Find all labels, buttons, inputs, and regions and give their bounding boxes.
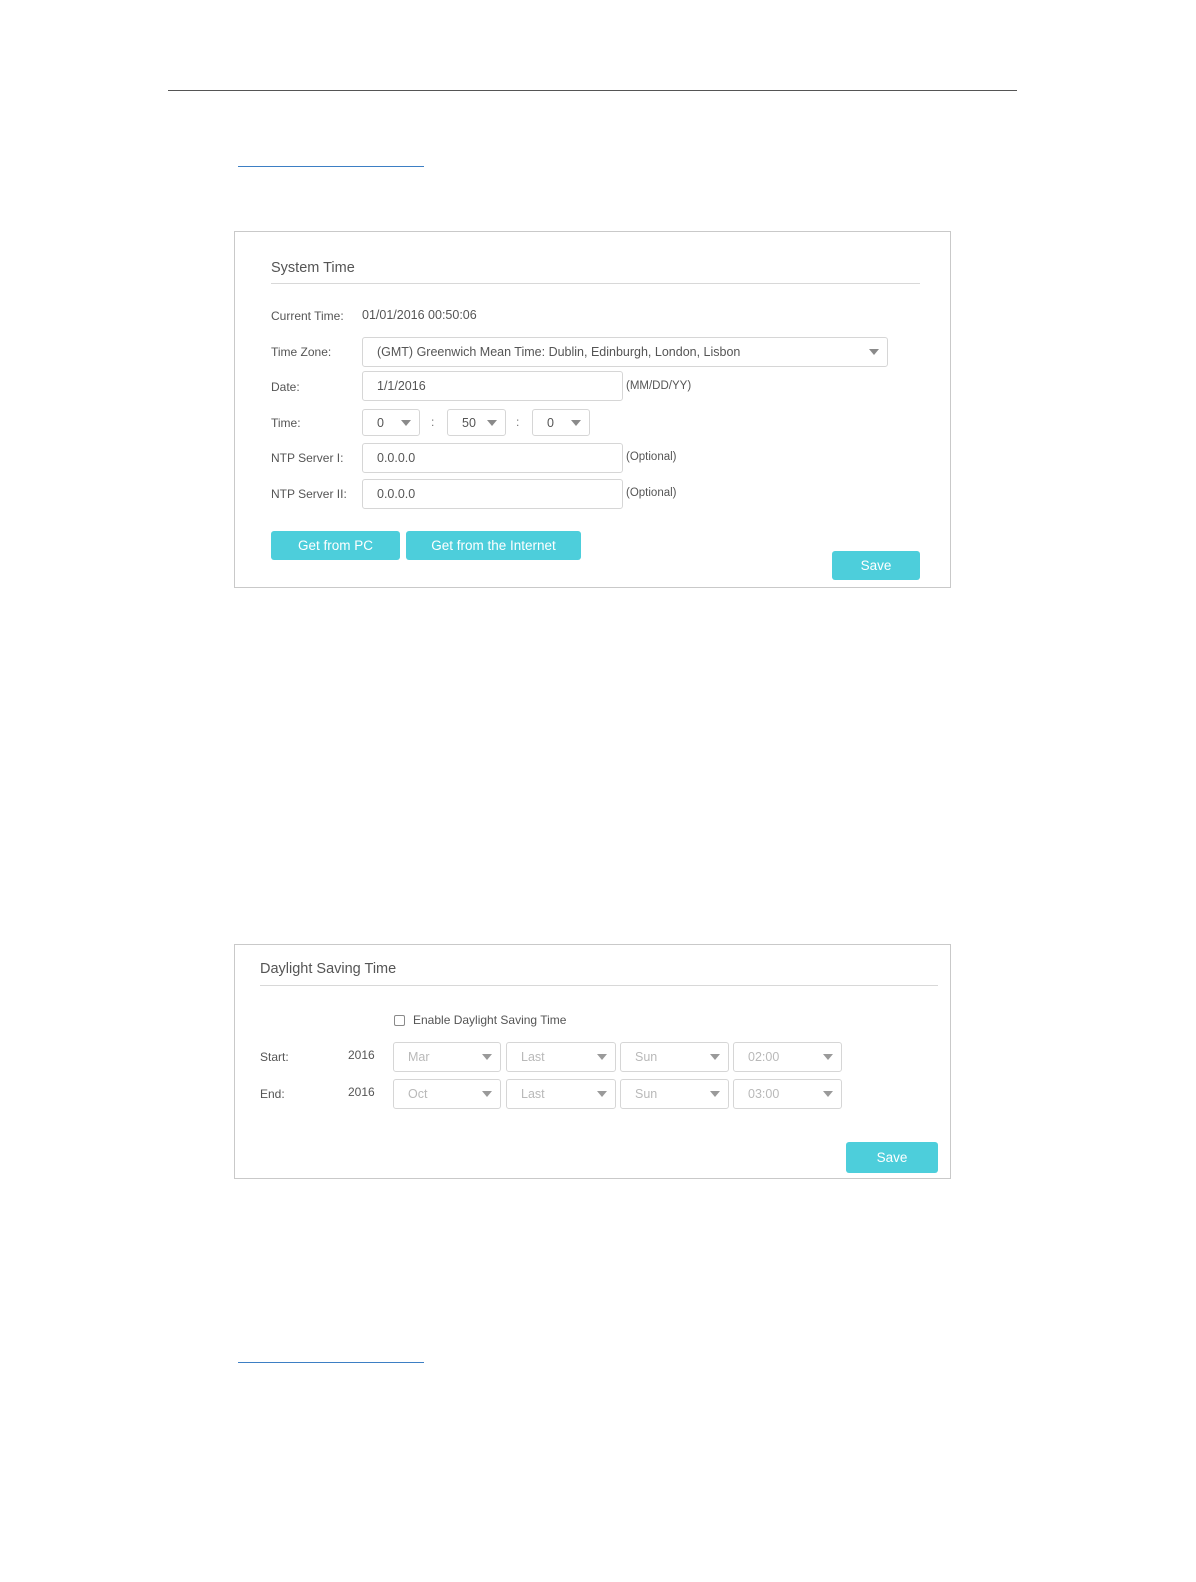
date-label: Date: bbox=[271, 380, 300, 394]
chevron-down-icon bbox=[597, 1054, 607, 1060]
second-value: 0 bbox=[547, 415, 554, 430]
panel-title: System Time bbox=[271, 260, 355, 276]
end-time-select[interactable] bbox=[733, 1079, 842, 1109]
current-time-value: 01/01/2016 00:50:06 bbox=[362, 308, 477, 322]
save-button[interactable]: Save bbox=[832, 551, 920, 580]
dst-save-button[interactable]: Save bbox=[846, 1142, 938, 1173]
chevron-down-icon bbox=[710, 1091, 720, 1097]
start-year: 2016 bbox=[348, 1048, 375, 1062]
ntp-server-2-value: 0.0.0.0 bbox=[377, 487, 416, 501]
end-label: End: bbox=[260, 1087, 285, 1101]
link-underline-top[interactable] bbox=[238, 166, 424, 167]
panel-title-divider bbox=[271, 283, 920, 284]
start-month-value: Mar bbox=[408, 1050, 430, 1064]
ntp-server-2-label: NTP Server II: bbox=[271, 487, 347, 501]
start-day-select[interactable] bbox=[620, 1042, 729, 1072]
time-separator: : bbox=[431, 415, 435, 429]
start-day-value: Sun bbox=[635, 1050, 658, 1064]
end-time-value: 03:00 bbox=[748, 1087, 780, 1101]
time-label: Time: bbox=[271, 416, 301, 430]
ntp-server-1-label: NTP Server I: bbox=[271, 451, 344, 465]
chevron-down-icon bbox=[823, 1091, 833, 1097]
chevron-down-icon bbox=[597, 1091, 607, 1097]
time-zone-select[interactable] bbox=[362, 337, 888, 367]
ntp-server-1-hint: (Optional) bbox=[626, 451, 677, 463]
daylight-saving-panel bbox=[234, 944, 951, 1179]
start-time-value: 02:00 bbox=[748, 1050, 780, 1064]
panel-title: Daylight Saving Time bbox=[260, 961, 397, 977]
chevron-down-icon bbox=[823, 1054, 833, 1060]
end-day-value: Sun bbox=[635, 1087, 658, 1101]
chevron-down-icon bbox=[869, 349, 879, 355]
time-zone-value: (GMT) Greenwich Mean Time: Dublin, Edinburgh, London, Lisbon bbox=[377, 345, 741, 359]
start-week-value: Last bbox=[521, 1050, 545, 1064]
chevron-down-icon bbox=[482, 1054, 492, 1060]
ntp-server-2-hint: (Optional) bbox=[626, 487, 677, 499]
second-select[interactable] bbox=[532, 409, 590, 436]
link-underline-bottom[interactable] bbox=[238, 1362, 424, 1363]
get-from-internet-button[interactable]: Get from the Internet bbox=[406, 531, 581, 560]
date-value: 1/1/2016 bbox=[377, 379, 426, 393]
time-zone-label: Time Zone: bbox=[271, 345, 332, 359]
chevron-down-icon bbox=[487, 420, 497, 426]
start-time-select[interactable] bbox=[733, 1042, 842, 1072]
enable-dst-checkbox[interactable] bbox=[394, 1015, 405, 1026]
hour-select[interactable] bbox=[362, 409, 420, 436]
system-time-panel bbox=[234, 231, 951, 588]
time-separator: : bbox=[516, 415, 520, 429]
get-from-pc-button[interactable]: Get from PC bbox=[271, 531, 400, 560]
chevron-down-icon bbox=[482, 1091, 492, 1097]
current-time-label: Current Time: bbox=[271, 309, 344, 323]
panel-title-divider bbox=[260, 985, 938, 986]
start-week-select[interactable] bbox=[506, 1042, 616, 1072]
end-month-value: Oct bbox=[408, 1087, 428, 1101]
date-input[interactable] bbox=[362, 371, 623, 401]
header-rule bbox=[168, 90, 1017, 91]
end-week-value: Last bbox=[521, 1087, 545, 1101]
ntp-server-2-input[interactable] bbox=[362, 479, 623, 509]
hour-value: 0 bbox=[377, 415, 384, 430]
chevron-down-icon bbox=[401, 420, 411, 426]
ntp-server-1-value: 0.0.0.0 bbox=[377, 451, 416, 465]
end-week-select[interactable] bbox=[506, 1079, 616, 1109]
date-format-hint: (MM/DD/YY) bbox=[626, 380, 692, 392]
ntp-server-1-input[interactable] bbox=[362, 443, 623, 473]
enable-dst-label[interactable]: Enable Daylight Saving Time bbox=[413, 1013, 567, 1027]
end-month-select[interactable] bbox=[393, 1079, 501, 1109]
end-day-select[interactable] bbox=[620, 1079, 729, 1109]
minute-value: 50 bbox=[462, 415, 476, 430]
end-year: 2016 bbox=[348, 1085, 375, 1099]
minute-select[interactable] bbox=[447, 409, 506, 436]
start-month-select[interactable] bbox=[393, 1042, 501, 1072]
chevron-down-icon bbox=[571, 420, 581, 426]
start-label: Start: bbox=[260, 1050, 289, 1064]
chevron-down-icon bbox=[710, 1054, 720, 1060]
